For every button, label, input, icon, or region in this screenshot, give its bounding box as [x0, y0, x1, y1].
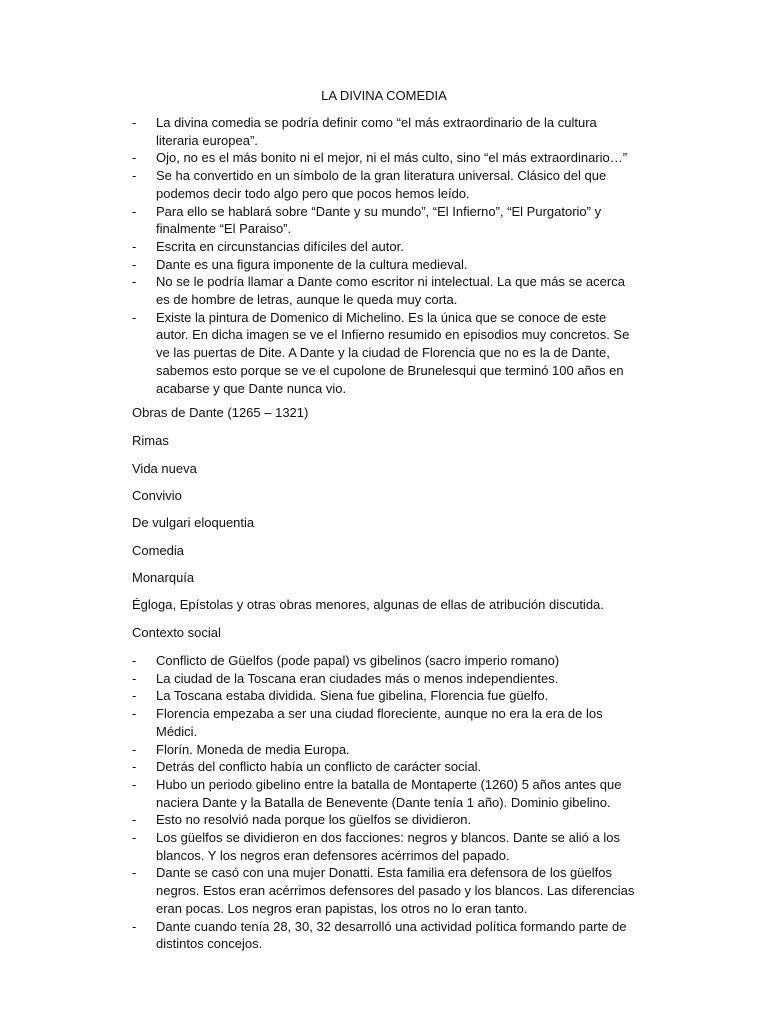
list-item — [132, 776, 642, 811]
list-item — [132, 309, 642, 398]
list-item — [132, 114, 642, 149]
bullet-dash: - — [132, 670, 137, 686]
list-item-text: Florín. Moneda de media Europa. — [156, 741, 350, 757]
list-item — [132, 167, 642, 202]
context-heading: Contexto social — [132, 625, 221, 640]
bullet-dash: - — [132, 865, 137, 881]
bullet-dash: - — [132, 706, 137, 722]
list-item — [132, 687, 642, 705]
list-item-text: Se ha convertido en un símbolo de la gran literatura universal. Clásico del que podemos decir todo algo pero que pocos hemos leído. — [156, 168, 607, 201]
list-item — [132, 864, 642, 917]
bullet-dash: - — [132, 812, 137, 828]
bullet-dash: - — [132, 150, 137, 166]
list-item-text: Conflicto de Güelfos (pode papal) vs gibelinos (sacro imperio romano) — [156, 653, 560, 668]
list-item-text: Escrita en circunstancias difíciles del autor. — [156, 238, 404, 254]
list-item — [132, 829, 642, 864]
bullet-dash: - — [132, 203, 137, 219]
list-item — [132, 203, 642, 238]
bullet-dash: - — [132, 309, 137, 325]
bullet-dash: - — [132, 653, 137, 668]
list-item — [132, 652, 642, 670]
bullet-dash: - — [132, 256, 137, 272]
list-item — [132, 238, 642, 256]
bullet-dash: - — [132, 115, 137, 130]
document-title: LA DIVINA COMEDIA — [321, 88, 447, 103]
bullet-dash: - — [132, 830, 137, 846]
bullet-dash: - — [132, 274, 137, 290]
bullet-dash: - — [132, 918, 137, 934]
list-item-text: Hubo un periodo gibelino entre la batalla de Montaperte (1260) 5 años antes que naciera Dante y la Batalla de Benevente (Dante tenía 1 año). Dominio gibelino. — [156, 776, 622, 810]
bullet-dash: - — [132, 688, 137, 704]
context-bullet-list — [132, 652, 642, 953]
work-item: Égloga, Epístolas y otras obras menores, algunas de ellas de atribución discutida. — [132, 597, 604, 612]
list-item — [132, 273, 642, 308]
list-item-text: Detrás del conflicto había un conflicto de carácter social. — [156, 759, 482, 775]
bullet-dash: - — [132, 238, 137, 254]
list-item-text: No se le podría llamar a Dante como escritor ni intelectual. La que más se acerca es de hombre de letras, aunque le queda muy corta. — [156, 274, 625, 308]
list-item-text: Ojo, no es el más bonito ni el mejor, ni el más culto, sino “el más extraordinario…” — [156, 150, 628, 166]
list-item-text: La ciudad de la Toscana eran ciudades más o menos independientes. — [156, 670, 559, 686]
work-item: Vida nueva — [132, 461, 197, 476]
list-item-text: Florencia empezaba a ser una ciudad floreciente, aunque no era la era de los Médici. — [156, 706, 603, 739]
list-item-text: Para ello se hablará sobre “Dante y su mundo”, “El Infierno”, “El Purgatorio” y finalmente “El Paraiso”. — [156, 203, 602, 237]
work-item: Monarquía — [132, 570, 195, 585]
list-item — [132, 811, 642, 829]
list-item-text: Dante cuando tenía 28, 30, 32 desarrolló una actividad política formando parte de distintos concejos. — [156, 918, 627, 952]
work-item: De vulgari eloquentia — [132, 515, 255, 530]
works-heading: Obras de Dante (1265 – 1321) — [132, 405, 309, 420]
intro-bullet-list — [132, 114, 642, 397]
list-item-text: La divina comedia se podría definir como “el más extraordinario de la cultura literaria europea”. — [156, 115, 597, 148]
bullet-dash: - — [132, 759, 137, 775]
list-item — [132, 758, 642, 776]
list-item — [132, 256, 642, 274]
work-item: Convivio — [132, 488, 182, 503]
work-item: Comedia — [132, 543, 185, 558]
bullet-dash: - — [132, 168, 137, 184]
list-item — [132, 149, 642, 167]
list-item — [132, 918, 642, 953]
list-item-text: Los güelfos se dividieron en dos facciones: negros y blancos. Dante se alió a los blancos. Y los negros eran defensores acérrimos del papado. — [156, 830, 620, 863]
bullet-dash: - — [132, 776, 137, 792]
list-item — [132, 670, 642, 688]
list-item — [132, 705, 642, 740]
list-item-text: Existe la pintura de Domenico di Michelino. Es la única que se conoce de este autor. En dicha imagen se ve el Infierno resumido en episodios muy concretos. Se ve las puertas de Dite. A Dante y la ciudad de Florencia que no es la de Dante, sabemos esto porque se ve el cupolone de Brunelesqui que terminó 100 años en acabarse y que Dante nunca vio. — [156, 309, 630, 396]
bullet-dash: - — [132, 741, 137, 757]
list-item-text: Dante se casó con una mujer Donatti. Esta familia era defensora de los güelfos negros. Estos eran acérrimos defensores del pasado y los blancos. Las diferencias eran pocas. Los negros eran papistas, los otros no lo eran tanto. — [156, 865, 635, 916]
list-item — [132, 741, 642, 759]
work-item: Rimas — [132, 433, 169, 448]
list-item-text: Esto no resolvió nada porque los güelfos se dividieron. — [156, 812, 472, 828]
list-item-text: Dante es una figura imponente de la cultura medieval. — [156, 256, 468, 272]
list-item-text: La Toscana estaba dividida. Siena fue gibelina, Florencia fue güelfo. — [156, 688, 549, 704]
